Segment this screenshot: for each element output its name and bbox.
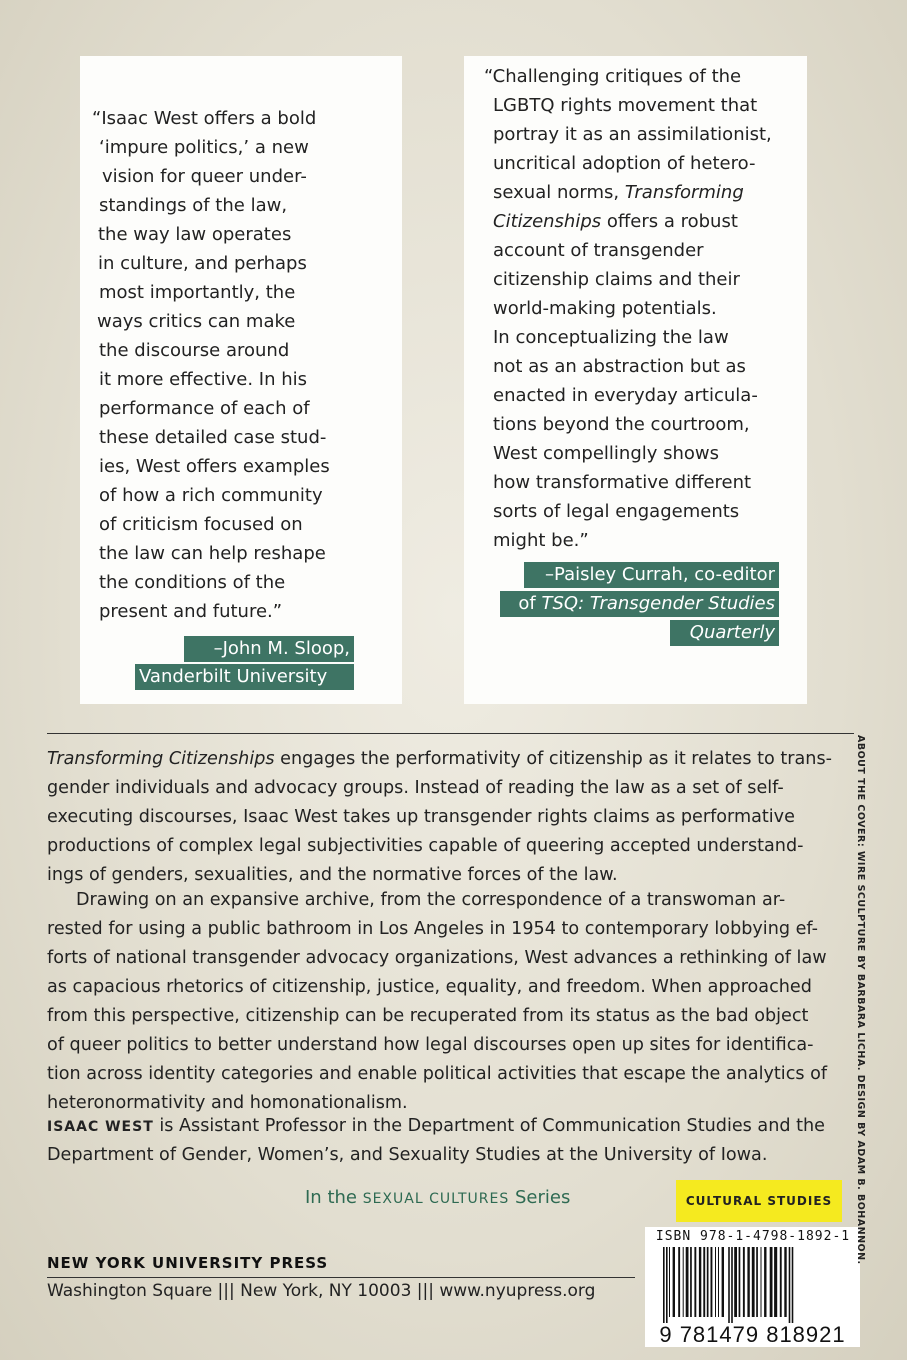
attribution-sloop-name: –John M. Sloop, bbox=[184, 636, 354, 662]
barcode-bar bbox=[747, 1247, 749, 1317]
quote-sloop-line: these detailed case stud- bbox=[99, 427, 327, 448]
barcode-bar bbox=[764, 1247, 766, 1317]
quote-sloop-line: of how a rich community bbox=[99, 485, 323, 506]
quote-sloop-line: ways critics can make bbox=[97, 311, 296, 332]
barcode-bar bbox=[774, 1247, 777, 1317]
series-name: SEXUAL CULTURES bbox=[362, 1191, 510, 1207]
attribution-currah-of: of bbox=[518, 593, 542, 614]
quote-sloop-line: the way law operates bbox=[98, 224, 292, 245]
barcode-bar bbox=[761, 1247, 762, 1317]
author-name: ISAAC WEST bbox=[47, 1119, 154, 1135]
description-line: productions of complex legal subjectivities capable of queering accepted understand- bbox=[47, 836, 804, 856]
quote-sloop-line: of criticism focused on bbox=[99, 514, 303, 535]
description-line: of queer politics to better understand how legal discourses open up sites for identifica- bbox=[47, 1035, 814, 1055]
series-line bbox=[305, 1187, 570, 1208]
description-line: gender individuals and advocacy groups. Instead of reading the law as a set of self- bbox=[47, 778, 784, 798]
barcode-bar bbox=[718, 1247, 719, 1317]
quote-sloop-line: present and future.” bbox=[99, 601, 283, 622]
description-line: from this perspective, citizenship can be recuperated from its status as the bad object bbox=[47, 1006, 809, 1026]
quote-currah-text: offers a robust bbox=[601, 211, 738, 232]
barcode-bar bbox=[731, 1247, 733, 1323]
quote-currah-line: how transformative different bbox=[493, 472, 752, 493]
description-line: ings of genders, sexualities, and the normative forces of the law. bbox=[47, 865, 618, 885]
description-line: rested for using a public bathroom in Los Angeles in 1954 to contemporary lobbying ef- bbox=[47, 919, 819, 939]
quote-sloop-line: vision for queer under- bbox=[102, 166, 307, 187]
description-line: executing discourses, Isaac West takes up transgender rights claims as performative bbox=[47, 807, 795, 827]
description-text: engages the performativity of citizenship as it relates to trans- bbox=[274, 749, 832, 769]
description-line: heteronormativity and homonationalism. bbox=[47, 1093, 408, 1113]
quote-currah-line: LGBTQ rights movement that bbox=[493, 95, 758, 116]
author-bio-line-1 bbox=[47, 1112, 825, 1142]
quote-sloop-line: in culture, and perhaps bbox=[98, 253, 307, 274]
barcode-bar bbox=[722, 1247, 724, 1317]
barcode-bar bbox=[752, 1247, 755, 1317]
quote-currah-line: citizenship claims and their bbox=[493, 269, 740, 290]
description-line: as capacious rhetorics of citizenship, justice, equality, and freedom. When approached bbox=[47, 977, 812, 997]
quote-currah-line bbox=[493, 178, 744, 207]
quote-currah-line: account of transgender bbox=[493, 240, 704, 261]
quote-currah-line: world-making potentials. bbox=[493, 298, 717, 319]
series-prefix: In the bbox=[305, 1187, 363, 1208]
barcode-bar bbox=[743, 1247, 745, 1317]
quote-currah-text: sexual norms, bbox=[493, 182, 625, 203]
attribution-currah-journal-end bbox=[670, 620, 779, 646]
barcode-bar bbox=[673, 1247, 675, 1317]
category-badge: CULTURAL STUDIES bbox=[676, 1180, 842, 1222]
barcode-bar bbox=[699, 1247, 701, 1317]
barcode-bar bbox=[707, 1247, 709, 1317]
barcode-bar bbox=[694, 1247, 696, 1317]
quote-sloop-line: “Isaac West offers a bold bbox=[92, 108, 317, 129]
journal-title: TSQ: Transgender Studies bbox=[541, 593, 775, 614]
barcode-digits: 9 781479 818921 bbox=[659, 1322, 846, 1347]
journal-title-end: Quarterly bbox=[689, 622, 775, 643]
quote-currah-line: might be.” bbox=[493, 530, 589, 551]
book-title-italic: Transforming bbox=[624, 182, 744, 203]
barcode-bar bbox=[756, 1247, 758, 1317]
barcode-bar bbox=[703, 1247, 705, 1317]
barcode-bar bbox=[683, 1247, 684, 1317]
quote-currah-line: enacted in everyday articula- bbox=[493, 385, 758, 406]
barcode-bar bbox=[669, 1247, 670, 1317]
quote-currah-line: West compellingly shows bbox=[493, 443, 720, 464]
barcode-bar bbox=[739, 1247, 741, 1317]
quote-sloop-line: the discourse around bbox=[99, 340, 290, 361]
quote-currah-line bbox=[493, 207, 738, 236]
quote-currah-line: tions beyond the courtroom, bbox=[493, 414, 750, 435]
quote-sloop-line: standings of the law, bbox=[99, 195, 288, 216]
barcode-icon bbox=[661, 1247, 851, 1323]
quote-currah-line: uncritical adoption of hetero- bbox=[493, 153, 756, 174]
barcode-bar bbox=[789, 1247, 791, 1323]
quote-currah-line: “Challenging critiques of the bbox=[484, 66, 742, 87]
quote-currah-line: sorts of legal engagements bbox=[493, 501, 740, 522]
quote-sloop-line: the law can help reshape bbox=[99, 543, 326, 564]
quote-sloop-line: the conditions of the bbox=[99, 572, 286, 593]
quote-sloop-line: it more effective. In his bbox=[99, 369, 308, 390]
series-suffix: Series bbox=[509, 1187, 571, 1208]
bottom-divider-rule bbox=[47, 1277, 635, 1278]
barcode-bar bbox=[728, 1247, 730, 1323]
barcode-bar bbox=[734, 1247, 737, 1317]
barcode-bar bbox=[678, 1247, 680, 1317]
quote-box-currah bbox=[464, 56, 807, 704]
quote-currah-line: In conceptualizing the law bbox=[493, 327, 729, 348]
book-title-italic: Transforming Citizenships bbox=[47, 749, 275, 769]
barcode-bar bbox=[666, 1247, 668, 1323]
cover-credit-vertical: ABOUT THE COVER: WIRE SCULPTURE BY BARBARA LICHA. DESIGN BY ADAM B. BOHANNON. bbox=[855, 735, 866, 1265]
barcode-bar bbox=[780, 1247, 782, 1317]
quote-currah-line: not as an abstraction but as bbox=[493, 356, 746, 377]
quote-sloop-line: most importantly, the bbox=[99, 282, 296, 303]
quote-sloop-line: ‘impure politics,’ a new bbox=[99, 137, 309, 158]
attribution-currah-name: –Paisley Currah, co-editor bbox=[524, 562, 779, 588]
attribution-sloop-affiliation: Vanderbilt University bbox=[135, 664, 354, 690]
barcode-bar bbox=[711, 1247, 713, 1317]
barcode-box bbox=[645, 1227, 860, 1347]
description-line: Drawing on an expansive archive, from the correspondence of a transwoman ar- bbox=[76, 890, 786, 910]
quote-sloop-line: ies, West offers examples bbox=[99, 456, 330, 477]
barcode-bar bbox=[690, 1247, 692, 1317]
author-bio-text-1: is Assistant Professor in the Department of Communication Studies and the bbox=[153, 1116, 825, 1136]
quote-currah-line: portray it as an assimilationist, bbox=[493, 124, 772, 145]
quote-sloop-line: performance of each of bbox=[99, 398, 310, 419]
book-title-italic: Citizenships bbox=[493, 211, 602, 232]
top-divider-rule bbox=[47, 733, 854, 734]
barcode-bar bbox=[715, 1247, 716, 1317]
isbn-text: ISBN 978-1-4798-1892-1 bbox=[655, 1229, 851, 1244]
description-line: tion across identity categories and enable political activities that escape the analytics of bbox=[47, 1064, 828, 1084]
barcode-bar bbox=[686, 1247, 689, 1317]
barcode-bar bbox=[663, 1247, 665, 1323]
barcode-bar bbox=[792, 1247, 794, 1323]
author-bio-line-2: Department of Gender, Women’s, and Sexuality Studies at the University of Iowa. bbox=[47, 1145, 768, 1165]
publisher-name: NEW YORK UNIVERSITY PRESS bbox=[47, 1254, 329, 1272]
description-line: forts of national transgender advocacy organizations, West advances a rethinking of law bbox=[47, 948, 827, 968]
barcode-bar bbox=[770, 1247, 773, 1317]
attribution-currah-journal bbox=[500, 591, 779, 617]
quote-box-sloop bbox=[80, 56, 402, 704]
barcode-bar bbox=[784, 1247, 786, 1317]
publisher-address: Washington Square ||| New York, NY 10003 ||| www.nyupress.org bbox=[47, 1281, 596, 1301]
description-line bbox=[47, 745, 832, 774]
